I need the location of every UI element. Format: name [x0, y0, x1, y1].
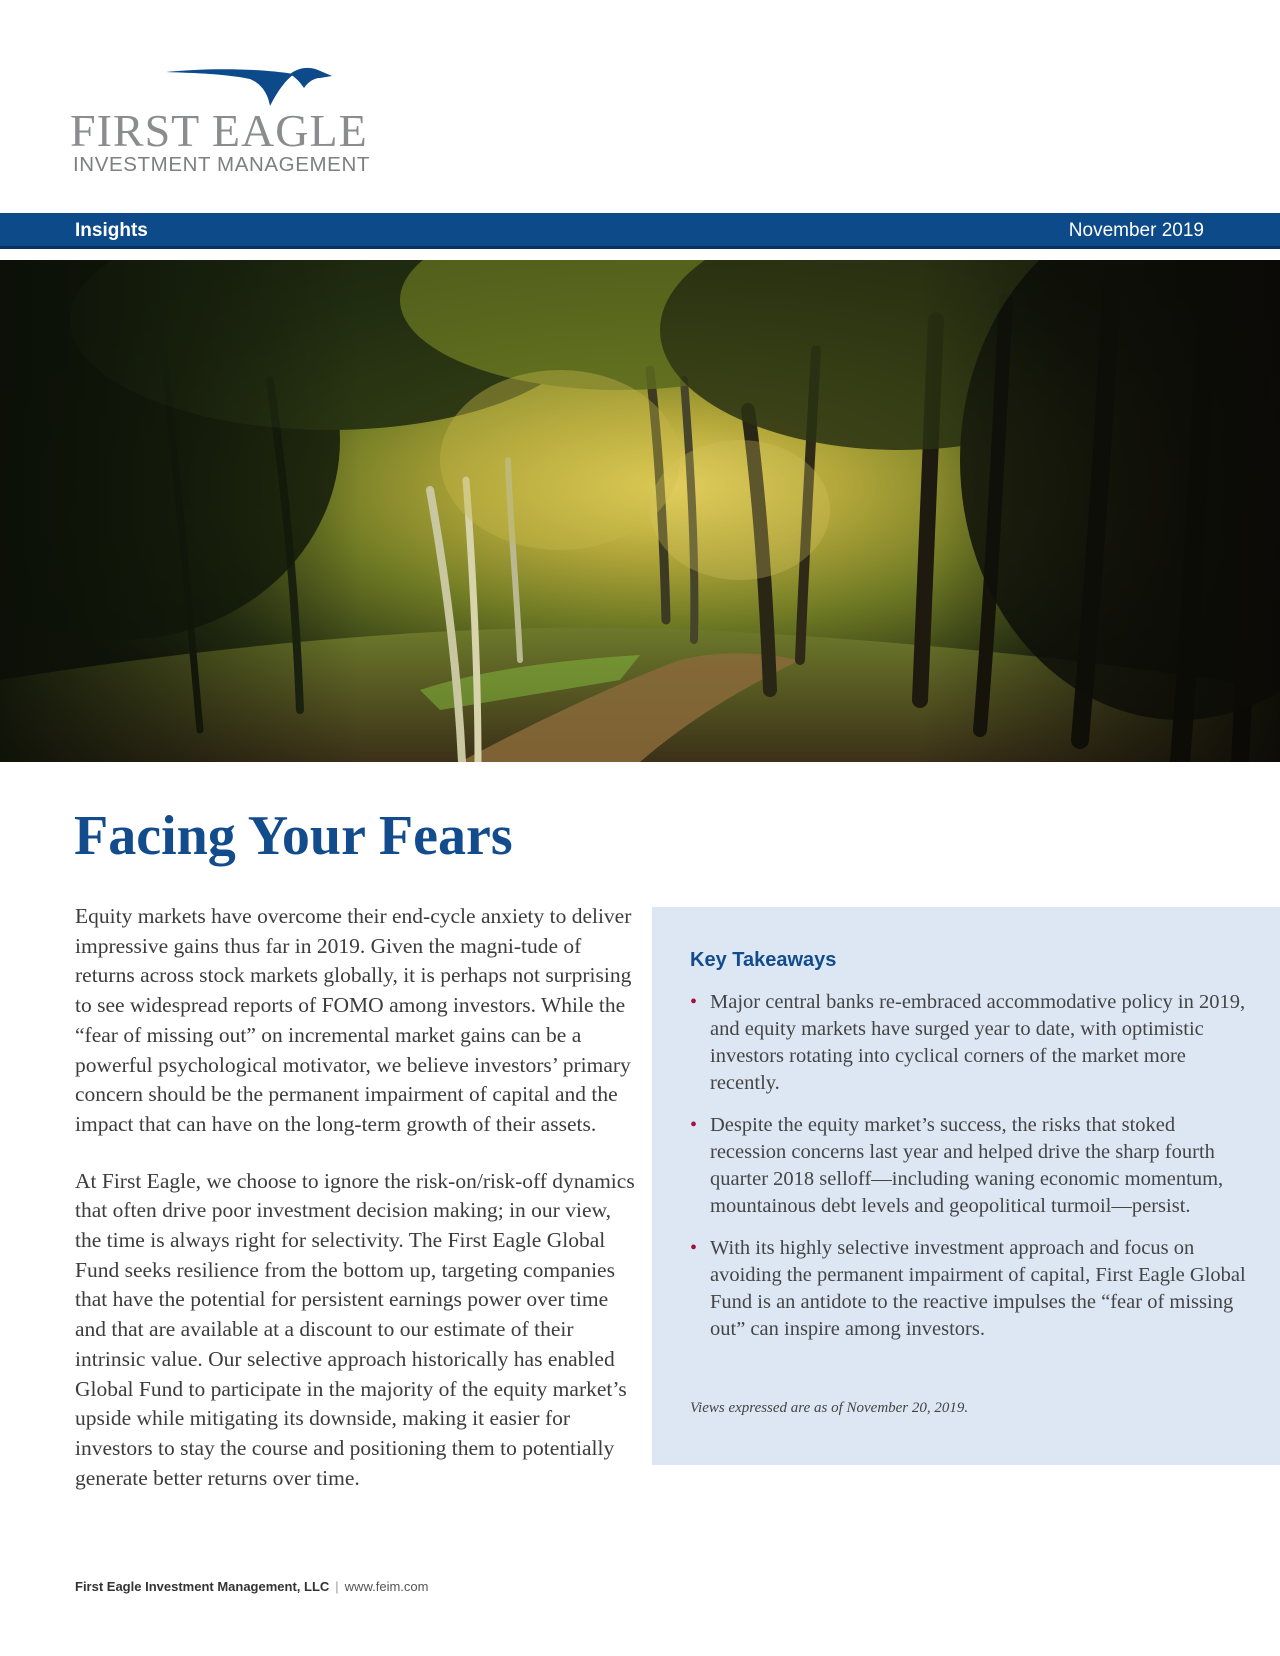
forest-path-photo: [0, 260, 1280, 762]
section-banner: [0, 213, 1280, 249]
logo-subtitle: INVESTMENT MANAGEMENT: [73, 153, 370, 176]
footer-separator: |: [335, 1579, 339, 1594]
bullet-icon: •: [690, 1237, 698, 1259]
list-item: [690, 1235, 1250, 1343]
logo-name: FIRST EAGLE: [70, 105, 368, 156]
forest-path-illustration: [0, 260, 1280, 762]
eagle-wing-icon: [166, 66, 336, 110]
article-paragraph: Equity markets have overcome their end-cycle anxiety to deliver impressive gains thus far in 2019. Given the magni-tude of returns across stock markets globally, it is perhaps not surprising to see widespread reports of FOMO among investors. While the “fear of missing out” on incremental market gains can be a powerful psychological motivator, we believe investors’ primary concern should be the permanent impairment of capital and the impact that can have on the long-term growth of their assets.: [75, 904, 632, 1136]
page-footer: [75, 1579, 428, 1594]
article-body: [75, 902, 641, 1520]
takeaway-text: Despite the equity market’s success, the risks that stoked recession concerns last year and helped drive the sharp fourth quarter 2018 selloff—including waning economic momentum, mountainous debt levels and geopolitical turmoil—persist.: [710, 1114, 1224, 1217]
list-item: [690, 989, 1250, 1097]
key-takeaways-box: [652, 907, 1280, 1465]
banner-category: Insights: [75, 220, 148, 241]
footer-url: www.feim.com: [344, 1579, 429, 1594]
takeaway-text: With its highly selective investment approach and focus on avoiding the permanent impairment of capital, First Eagle Global Fund is an antidote to the reactive impulses the “fear of missing out” can inspire among investors.: [710, 1237, 1246, 1340]
list-item: [690, 1112, 1250, 1220]
company-logo: [70, 66, 380, 178]
key-takeaways-list: [690, 989, 1250, 1358]
takeaway-text: Major central banks re-embraced accommodative policy in 2019, and equity markets have surged year to date, with optimistic investors rotating into cyclical corners of the market more recently.: [710, 991, 1246, 1094]
article-paragraph: At First Eagle, we choose to ignore the risk-on/risk-off dynamics that often drive poor investment decision making; in our view, the time is always right for selectivity. The First Eagle Global Fund seeks resilience from the bottom up, targeting companies that have the potential for persistent earnings power over time and that are available at a discount to our estimate of their intrinsic value. Our selective approach historically has enabled Global Fund to participate in the majority of the equity market’s upside while mitigating its downside, making it easier for investors to stay the course and positioning them to potentially generate better returns over time.: [75, 1168, 635, 1490]
bullet-icon: •: [690, 991, 698, 1013]
footer-company: First Eagle Investment Management, LLC: [75, 1579, 330, 1594]
article-title: Facing Your Fears: [74, 805, 513, 867]
bullet-icon: •: [690, 1114, 698, 1136]
key-takeaways-title: Key Takeaways: [690, 949, 837, 971]
views-note: Views expressed are as of November 20, 2019.: [690, 1400, 969, 1416]
banner-date: November 2019: [1068, 220, 1204, 241]
